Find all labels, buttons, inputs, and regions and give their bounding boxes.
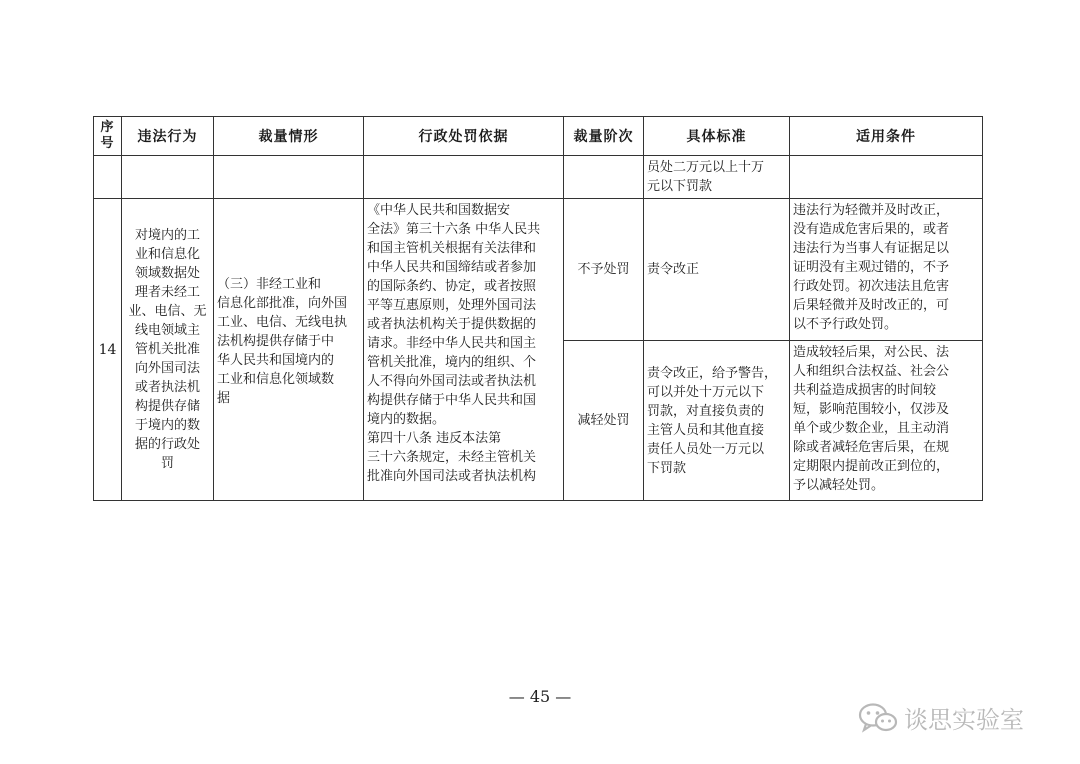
continuation-standard-text: 员处二万元以上十万 元以下罚款 — [647, 160, 765, 194]
level-1-text: 不予处罚 — [577, 262, 630, 277]
cell-empty — [94, 156, 122, 199]
cell-empty — [214, 156, 364, 199]
header-standard: 具体标准 — [644, 117, 790, 156]
basis-text: 《中华人民共和国数据安 全法》第三十六条 中华人民共 和国主管机关根据有关法律和 中华人民共和国缔结或者参加 的国际条约、协定，或者按照 平等互惠原则，处理外国司法 或者执法机构关于提供数据的 请求。非经中华人民共和国主 管机关批准，境内的组织、个 人不得向外国司法或者执法机 构提供存储于中华人民共和国 境内的数据。 第四十八条 违反本法第 三十六条规定，未经主管机关 批准向外国司法或者执法机构 — [367, 203, 541, 484]
cell-empty — [122, 156, 214, 199]
situation-text: （三）非经工业和 信息化部批准，向外国 工业、电信、无线电执 法机构提供存储于中 华人民共和国境内的 工业和信息化领域数 据 — [217, 277, 348, 406]
page-number: — 45 — — [508, 687, 572, 706]
header-basis: 行政处罚依据 — [364, 117, 564, 156]
header-situation: 裁量情形 — [214, 117, 364, 156]
cell-empty — [364, 156, 564, 199]
cell-standard-1 — [644, 199, 790, 341]
condition-2-text: 造成较轻后果，对公民、法 人和组织合法权益、社会公 共利益造成损害的时间较 短，影响范围较小，仅涉及 单个或少数企业，且主动消 除或者减轻危害后果，在规 定期限内提前改正到位的， 予以减轻处罚。 — [793, 345, 950, 493]
cell-violation — [122, 199, 214, 501]
watermark — [858, 700, 1024, 735]
cell-standard-2 — [644, 341, 790, 501]
cell-condition-1 — [790, 199, 983, 341]
cell-empty — [790, 156, 983, 199]
cell-continuation-standard — [644, 156, 790, 199]
violation-text: 对境内的工 业和信息化 领域数据处 理者未经工 业、电信、无 线电领域主 管机关批准 向外国司法 或者执法机 构提供存储 于境内的数 据的行政处 罚 — [128, 228, 207, 471]
cell-level-2 — [564, 341, 644, 501]
penalty-table — [93, 116, 983, 501]
wechat-icon — [858, 702, 898, 734]
header-level: 裁量阶次 — [564, 117, 644, 156]
header-seq: 序号 — [94, 117, 122, 156]
header-condition: 适用条件 — [790, 117, 983, 156]
cell-level-1 — [564, 199, 644, 341]
header-violation: 违法行为 — [122, 117, 214, 156]
row-number: 14 — [94, 199, 122, 501]
standard-2-text: 责令改正，给予警告， 可以并处十万元以下 罚款，对直接负责的 主管人员和其他直接 责任人员处一万元以 下罚款 — [647, 365, 778, 476]
table-row-14-tier-1 — [94, 199, 983, 341]
standard-1-text: 责令改正 — [647, 262, 700, 277]
cell-situation — [214, 199, 364, 501]
cell-empty — [564, 156, 644, 199]
watermark-text: 谈思实验室 — [904, 706, 1024, 734]
condition-1-text: 违法行为轻微并及时改正， 没有造成危害后果的，或者 违法行为当事人有证据足以 证明没有主观过错的，不予 行政处罚。初次违法且危害 后果轻微并及时改正的，可 以不予行政处罚。 — [793, 203, 950, 332]
cell-condition-2 — [790, 341, 983, 501]
table-row-continuation — [94, 156, 983, 199]
level-2-text: 减轻处罚 — [577, 413, 630, 428]
cell-basis — [364, 199, 564, 501]
table-header-row — [94, 117, 983, 156]
